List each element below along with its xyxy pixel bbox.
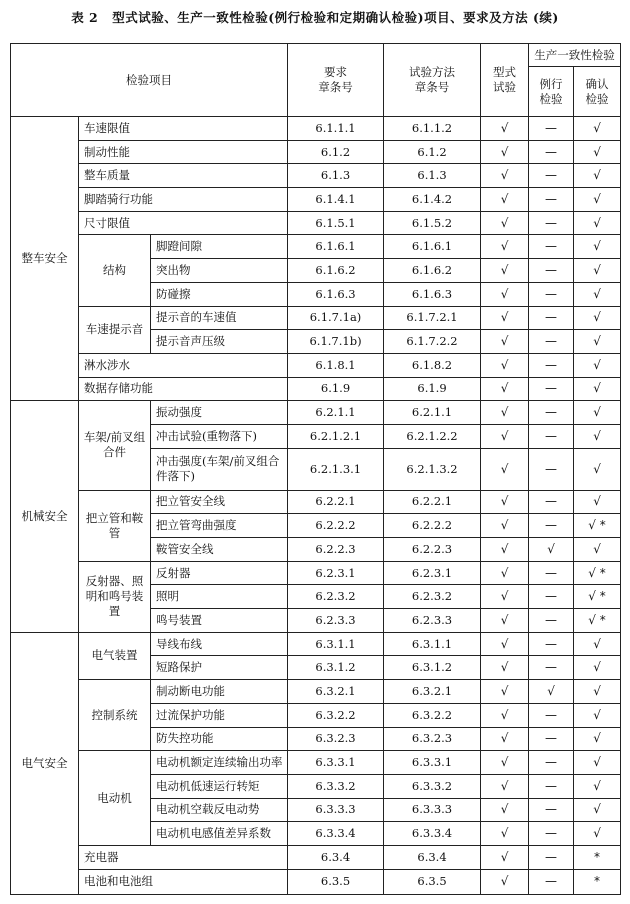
row-type-mark: √ xyxy=(481,869,529,894)
row-type-mark: √ xyxy=(481,353,529,377)
table-row xyxy=(11,377,621,401)
row-method: 6.2.3.2 xyxy=(384,585,481,609)
row-type-mark: √ xyxy=(481,117,529,141)
row-method: 6.1.1.2 xyxy=(384,117,481,141)
row-confirm-mark: * xyxy=(574,845,621,869)
row-method: 6.2.2.1 xyxy=(384,490,481,514)
row-req: 6.3.5 xyxy=(288,869,384,894)
table-row xyxy=(11,235,621,259)
row-routine-mark: — xyxy=(529,164,574,188)
row-req: 6.2.3.3 xyxy=(288,609,384,633)
row-item: 短路保护 xyxy=(151,656,288,680)
row-item: 制动性能 xyxy=(79,140,288,164)
row-req: 6.1.7.1a) xyxy=(288,306,384,330)
row-item: 制动断电功能 xyxy=(151,680,288,704)
row-type-mark: √ xyxy=(481,798,529,822)
row-item: 防碰擦 xyxy=(151,282,288,306)
row-req: 6.3.3.3 xyxy=(288,798,384,822)
row-method: 6.3.3.4 xyxy=(384,822,481,846)
row-type-mark: √ xyxy=(481,282,529,306)
row-confirm-mark: √ xyxy=(574,632,621,656)
table-row xyxy=(11,353,621,377)
row-req: 6.3.2.1 xyxy=(288,680,384,704)
row-confirm-mark: √ xyxy=(574,751,621,775)
row-item: 电池和电池组 xyxy=(79,869,288,894)
row-method: 6.1.2 xyxy=(384,140,481,164)
table-row xyxy=(11,869,621,894)
row-routine-mark: — xyxy=(529,235,574,259)
row-item: 冲击试验(重物落下) xyxy=(151,424,288,448)
row-req: 6.1.6.3 xyxy=(288,282,384,306)
row-confirm-mark: * xyxy=(574,869,621,894)
row-method: 6.1.7.2.2 xyxy=(384,330,481,354)
row-req: 6.1.6.1 xyxy=(288,235,384,259)
row-method: 6.2.1.1 xyxy=(384,401,481,425)
row-routine-mark: — xyxy=(529,869,574,894)
row-confirm-mark: √ xyxy=(574,259,621,283)
table-row xyxy=(11,188,621,212)
row-confirm-mark: √ xyxy=(574,140,621,164)
row-item: 电动机额定连续输出功率 xyxy=(151,751,288,775)
table-row xyxy=(11,680,621,704)
table-row xyxy=(11,117,621,141)
row-routine-mark: — xyxy=(529,632,574,656)
row-req: 6.1.9 xyxy=(288,377,384,401)
row-routine-mark: — xyxy=(529,330,574,354)
row-type-mark: √ xyxy=(481,727,529,751)
header-type: 型式 试验 xyxy=(481,44,529,117)
row-item: 反射器 xyxy=(151,561,288,585)
subgroup-motor: 电动机 xyxy=(79,751,151,846)
row-routine-mark: — xyxy=(529,798,574,822)
row-req: 6.3.3.2 xyxy=(288,774,384,798)
header-conformity: 生产一致性检验 xyxy=(529,44,621,67)
row-method: 6.3.3.1 xyxy=(384,751,481,775)
subgroup-reflector: 反射器、照明和鸣号装置 xyxy=(79,561,151,632)
row-method: 6.2.3.3 xyxy=(384,609,481,633)
row-confirm-mark: √ * xyxy=(574,585,621,609)
row-confirm-mark: √ * xyxy=(574,561,621,585)
table-row xyxy=(11,164,621,188)
row-confirm-mark: √ xyxy=(574,235,621,259)
row-item: 提示音的车速值 xyxy=(151,306,288,330)
row-routine-mark: — xyxy=(529,727,574,751)
row-item: 过流保护功能 xyxy=(151,703,288,727)
row-confirm-mark: √ xyxy=(574,656,621,680)
row-req: 6.1.5.1 xyxy=(288,211,384,235)
row-type-mark: √ xyxy=(481,490,529,514)
row-item: 把立管安全线 xyxy=(151,490,288,514)
row-req: 6.2.3.1 xyxy=(288,561,384,585)
subgroup-speed-sound: 车速提示音 xyxy=(79,306,151,353)
row-confirm-mark: √ xyxy=(574,703,621,727)
row-method: 6.2.2.2 xyxy=(384,514,481,538)
row-method: 6.3.3.3 xyxy=(384,798,481,822)
row-req: 6.1.8.1 xyxy=(288,353,384,377)
row-type-mark: √ xyxy=(481,822,529,846)
subgroup-structure: 结构 xyxy=(79,235,151,306)
row-method: 6.3.2.1 xyxy=(384,680,481,704)
row-req: 6.1.6.2 xyxy=(288,259,384,283)
row-req: 6.1.1.1 xyxy=(288,117,384,141)
table-title xyxy=(0,8,630,26)
row-routine-mark: — xyxy=(529,609,574,633)
table-row xyxy=(11,401,621,425)
row-routine-mark: — xyxy=(529,211,574,235)
row-item: 脚踏骑行功能 xyxy=(79,188,288,212)
row-confirm-mark: √ xyxy=(574,774,621,798)
row-confirm-mark: √ xyxy=(574,490,621,514)
row-item: 电动机低速运行转矩 xyxy=(151,774,288,798)
row-type-mark: √ xyxy=(481,164,529,188)
row-confirm-mark: √ xyxy=(574,306,621,330)
subgroup-handlebar: 把立管和鞍管 xyxy=(79,490,151,561)
row-req: 6.3.3.1 xyxy=(288,751,384,775)
row-confirm-mark: √ * xyxy=(574,609,621,633)
row-routine-mark: — xyxy=(529,140,574,164)
table-row xyxy=(11,845,621,869)
group-mechanical-safety: 机械安全 xyxy=(11,401,79,633)
row-method: 6.2.3.1 xyxy=(384,561,481,585)
row-confirm-mark: √ xyxy=(574,211,621,235)
row-item: 脚蹬间隙 xyxy=(151,235,288,259)
group-electrical-safety: 电气安全 xyxy=(11,632,79,894)
row-method: 6.3.1.1 xyxy=(384,632,481,656)
row-item: 整车质量 xyxy=(79,164,288,188)
row-type-mark: √ xyxy=(481,140,529,164)
row-routine-mark: — xyxy=(529,751,574,775)
table-row xyxy=(11,211,621,235)
row-req: 6.2.1.3.1 xyxy=(288,448,384,490)
row-method: 6.2.1.3.2 xyxy=(384,448,481,490)
row-req: 6.2.1.2.1 xyxy=(288,424,384,448)
row-routine-mark: — xyxy=(529,514,574,538)
row-item: 防失控功能 xyxy=(151,727,288,751)
row-item: 鸣号装置 xyxy=(151,609,288,633)
row-method: 6.1.4.2 xyxy=(384,188,481,212)
row-item: 数据存储功能 xyxy=(79,377,288,401)
row-method: 6.2.2.3 xyxy=(384,538,481,562)
row-confirm-mark: √ xyxy=(574,188,621,212)
row-confirm-mark: √ xyxy=(574,117,621,141)
row-method: 6.1.8.2 xyxy=(384,353,481,377)
row-item: 导线布线 xyxy=(151,632,288,656)
table-row xyxy=(11,306,621,330)
row-type-mark: √ xyxy=(481,330,529,354)
table-row xyxy=(11,751,621,775)
row-confirm-mark: √ * xyxy=(574,514,621,538)
group-vehicle-safety: 整车安全 xyxy=(11,117,79,401)
row-type-mark: √ xyxy=(481,235,529,259)
row-item: 充电器 xyxy=(79,845,288,869)
row-type-mark: √ xyxy=(481,188,529,212)
row-routine-mark: — xyxy=(529,188,574,212)
row-req: 6.1.7.1b) xyxy=(288,330,384,354)
row-item: 淋水涉水 xyxy=(79,353,288,377)
row-method: 6.3.4 xyxy=(384,845,481,869)
row-type-mark: √ xyxy=(481,751,529,775)
row-item: 提示音声压级 xyxy=(151,330,288,354)
row-req: 6.2.1.1 xyxy=(288,401,384,425)
row-routine-mark: — xyxy=(529,822,574,846)
row-confirm-mark: √ xyxy=(574,424,621,448)
header-item: 检验项目 xyxy=(11,44,288,117)
row-method: 6.3.2.3 xyxy=(384,727,481,751)
row-confirm-mark: √ xyxy=(574,330,621,354)
row-type-mark: √ xyxy=(481,703,529,727)
row-routine-mark: — xyxy=(529,845,574,869)
subgroup-frame: 车架/前叉组合件 xyxy=(79,401,151,490)
row-item: 车速限值 xyxy=(79,117,288,141)
row-method: 6.1.3 xyxy=(384,164,481,188)
row-type-mark: √ xyxy=(481,538,529,562)
row-req: 6.3.2.2 xyxy=(288,703,384,727)
row-req: 6.1.2 xyxy=(288,140,384,164)
inspection-table xyxy=(10,43,621,895)
row-type-mark: √ xyxy=(481,774,529,798)
table-caption: 型式试验、生产一致性检验(例行检验和定期确认检验)项目、要求及方法 (续) xyxy=(112,10,559,25)
row-method: 6.3.2.2 xyxy=(384,703,481,727)
row-req: 6.3.4 xyxy=(288,845,384,869)
row-confirm-mark: √ xyxy=(574,164,621,188)
row-confirm-mark: √ xyxy=(574,377,621,401)
row-confirm-mark: √ xyxy=(574,680,621,704)
row-item: 照明 xyxy=(151,585,288,609)
row-routine-mark: — xyxy=(529,585,574,609)
row-item: 电动机电感值差异系数 xyxy=(151,822,288,846)
row-method: 6.1.6.2 xyxy=(384,259,481,283)
subgroup-elec-device: 电气装置 xyxy=(79,632,151,679)
row-routine-mark: — xyxy=(529,561,574,585)
row-routine-mark: — xyxy=(529,306,574,330)
row-routine-mark: — xyxy=(529,377,574,401)
row-confirm-mark: √ xyxy=(574,401,621,425)
row-method: 6.1.9 xyxy=(384,377,481,401)
row-routine-mark: — xyxy=(529,448,574,490)
row-routine-mark: — xyxy=(529,424,574,448)
header-method: 试验方法 章条号 xyxy=(384,44,481,117)
row-type-mark: √ xyxy=(481,845,529,869)
row-type-mark: √ xyxy=(481,585,529,609)
row-type-mark: √ xyxy=(481,401,529,425)
row-req: 6.3.1.1 xyxy=(288,632,384,656)
row-method: 6.1.7.2.1 xyxy=(384,306,481,330)
row-confirm-mark: √ xyxy=(574,727,621,751)
row-type-mark: √ xyxy=(481,377,529,401)
row-routine-mark: — xyxy=(529,353,574,377)
row-method: 6.3.3.2 xyxy=(384,774,481,798)
row-item: 尺寸限值 xyxy=(79,211,288,235)
row-item: 电动机空载反电动势 xyxy=(151,798,288,822)
row-req: 6.1.4.1 xyxy=(288,188,384,212)
row-req: 6.3.2.3 xyxy=(288,727,384,751)
row-type-mark: √ xyxy=(481,514,529,538)
row-req: 6.3.1.2 xyxy=(288,656,384,680)
row-type-mark: √ xyxy=(481,680,529,704)
header-req: 要求 章条号 xyxy=(288,44,384,117)
row-routine-mark: √ xyxy=(529,680,574,704)
row-req: 6.2.2.1 xyxy=(288,490,384,514)
row-req: 6.1.3 xyxy=(288,164,384,188)
row-routine-mark: — xyxy=(529,282,574,306)
subgroup-control-system: 控制系统 xyxy=(79,680,151,751)
row-item: 突出物 xyxy=(151,259,288,283)
table-row xyxy=(11,561,621,585)
row-req: 6.2.2.2 xyxy=(288,514,384,538)
row-routine-mark: — xyxy=(529,259,574,283)
row-confirm-mark: √ xyxy=(574,353,621,377)
row-confirm-mark: √ xyxy=(574,538,621,562)
row-type-mark: √ xyxy=(481,306,529,330)
row-type-mark: √ xyxy=(481,211,529,235)
row-confirm-mark: √ xyxy=(574,282,621,306)
row-method: 6.2.1.2.2 xyxy=(384,424,481,448)
row-type-mark: √ xyxy=(481,656,529,680)
row-routine-mark: — xyxy=(529,774,574,798)
row-method: 6.3.5 xyxy=(384,869,481,894)
row-item: 把立管弯曲强度 xyxy=(151,514,288,538)
row-type-mark: √ xyxy=(481,424,529,448)
row-method: 6.1.6.3 xyxy=(384,282,481,306)
row-routine-mark: — xyxy=(529,703,574,727)
row-method: 6.3.1.2 xyxy=(384,656,481,680)
row-req: 6.3.3.4 xyxy=(288,822,384,846)
row-confirm-mark: √ xyxy=(574,448,621,490)
row-type-mark: √ xyxy=(481,448,529,490)
row-type-mark: √ xyxy=(481,609,529,633)
row-req: 6.2.3.2 xyxy=(288,585,384,609)
row-confirm-mark: √ xyxy=(574,798,621,822)
table-row xyxy=(11,632,621,656)
row-routine-mark: — xyxy=(529,401,574,425)
table-row xyxy=(11,140,621,164)
row-type-mark: √ xyxy=(481,632,529,656)
row-item: 鞍管安全线 xyxy=(151,538,288,562)
header-confirm: 确认 检验 xyxy=(574,67,621,117)
row-routine-mark: — xyxy=(529,490,574,514)
row-req: 6.2.2.3 xyxy=(288,538,384,562)
row-routine-mark: — xyxy=(529,656,574,680)
row-type-mark: √ xyxy=(481,561,529,585)
row-type-mark: √ xyxy=(481,259,529,283)
row-confirm-mark: √ xyxy=(574,822,621,846)
row-item: 振动强度 xyxy=(151,401,288,425)
row-routine-mark: √ xyxy=(529,538,574,562)
row-method: 6.1.5.2 xyxy=(384,211,481,235)
row-item: 冲击强度(车架/前叉组合件落下) xyxy=(151,448,288,490)
table-number: 表 2 xyxy=(71,10,99,25)
row-method: 6.1.6.1 xyxy=(384,235,481,259)
row-routine-mark: — xyxy=(529,117,574,141)
table-row xyxy=(11,490,621,514)
header-routine: 例行 检验 xyxy=(529,67,574,117)
